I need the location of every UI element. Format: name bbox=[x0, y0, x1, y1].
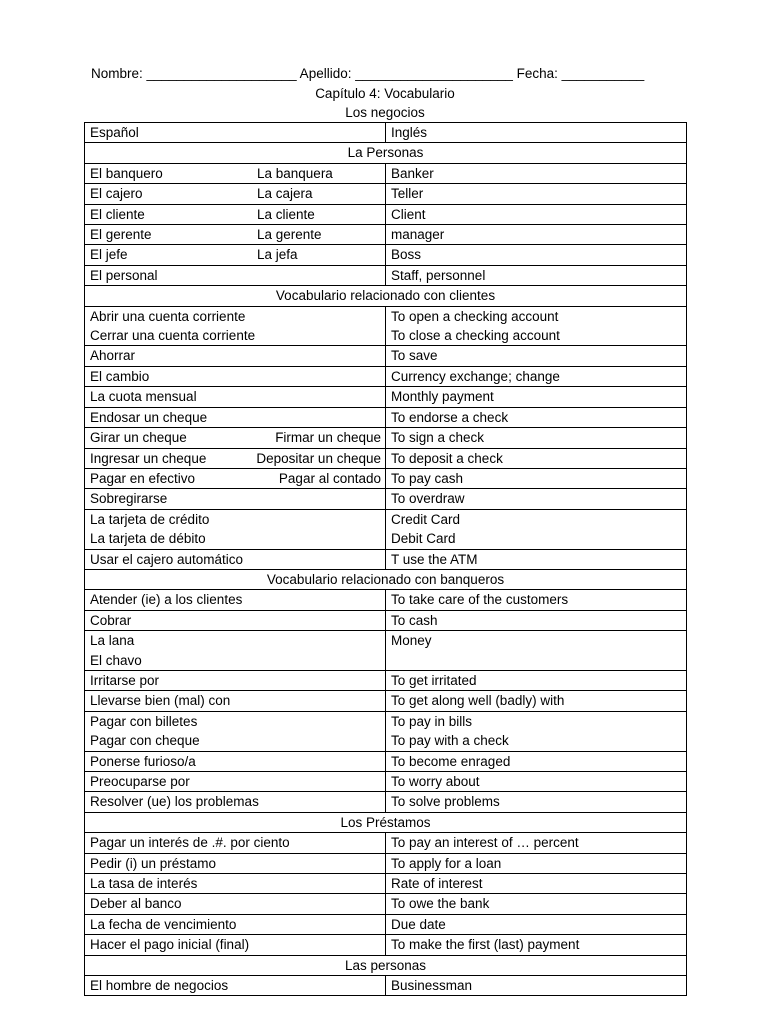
table-row bbox=[85, 387, 687, 407]
english-term: To apply for a loan bbox=[391, 855, 502, 871]
spanish-cell bbox=[85, 225, 386, 245]
spanish-cell bbox=[85, 204, 386, 224]
spanish-cell bbox=[85, 184, 386, 204]
table-row bbox=[85, 306, 687, 346]
spanish-cell bbox=[85, 914, 386, 934]
english-cell bbox=[386, 772, 687, 792]
spanish-term: Pagar con billetes bbox=[90, 713, 198, 729]
english-term: Inglés bbox=[391, 125, 428, 140]
english-term: Client bbox=[391, 206, 426, 222]
spanish-cell bbox=[85, 448, 386, 468]
chapter-title: Capítulo 4: Vocabulario bbox=[315, 86, 455, 101]
spanish-cell bbox=[85, 387, 386, 407]
table-row bbox=[85, 448, 687, 468]
english-cell bbox=[386, 366, 687, 386]
spanish-term: La cuota mensual bbox=[90, 389, 197, 405]
english-term: To endorse a check bbox=[391, 409, 509, 425]
spanish-term: Cobrar bbox=[90, 612, 132, 628]
english-term: To make the first (last) payment bbox=[391, 937, 580, 953]
table-row bbox=[85, 549, 687, 569]
spanish-cell bbox=[85, 751, 386, 771]
spanish-cell bbox=[85, 772, 386, 792]
english-term: T use the ATM bbox=[391, 551, 478, 567]
spanish-term: Pagar un interés de .#. por ciento bbox=[90, 835, 290, 851]
english-term: To owe the bank bbox=[391, 896, 490, 912]
spanish-term: Pagar con cheque bbox=[90, 733, 200, 749]
spanish-cell bbox=[85, 853, 386, 873]
english-cell bbox=[386, 265, 687, 285]
spanish-term: El gerente bbox=[90, 227, 152, 243]
english-cell bbox=[386, 245, 687, 265]
english-cell bbox=[386, 163, 687, 183]
table-header-row bbox=[85, 123, 687, 143]
table-row bbox=[85, 163, 687, 183]
english-cell bbox=[386, 387, 687, 407]
english-cell bbox=[386, 670, 687, 690]
english-cell bbox=[386, 549, 687, 569]
section-title: La Personas bbox=[85, 143, 687, 163]
english-term: To pay in bills bbox=[391, 713, 473, 729]
english-cell bbox=[386, 833, 687, 853]
english-term: Currency exchange; change bbox=[391, 368, 560, 384]
spanish-cell bbox=[85, 549, 386, 569]
spanish-term: Cerrar una cuenta corriente bbox=[90, 328, 256, 344]
english-term: Debit Card bbox=[391, 531, 456, 547]
spanish-term: El cambio bbox=[90, 368, 150, 384]
spanish-term: El banquero bbox=[90, 165, 163, 181]
spanish-cell bbox=[85, 468, 386, 488]
english-term: Rate of interest bbox=[391, 876, 483, 892]
spanish-term: El cajero bbox=[90, 186, 143, 202]
spanish-cell bbox=[85, 935, 386, 955]
spanish-feminine-term: La banquera bbox=[257, 165, 333, 181]
english-term: To pay cash bbox=[391, 470, 464, 486]
english-cell bbox=[386, 853, 687, 873]
spanish-term: Resolver (ue) los problemas bbox=[90, 794, 259, 810]
english-cell bbox=[386, 914, 687, 934]
spanish-term: El cliente bbox=[90, 206, 145, 222]
spanish-term: Sobregirarse bbox=[90, 491, 168, 507]
spanish-cell bbox=[85, 590, 386, 610]
spanish-term: Atender (ie) a los clientes bbox=[90, 592, 243, 608]
section-header-row bbox=[85, 955, 687, 975]
table-row bbox=[85, 346, 687, 366]
english-cell bbox=[386, 123, 687, 143]
english-term: To open a checking account bbox=[391, 308, 559, 324]
english-term: To overdraw bbox=[391, 491, 465, 507]
spanish-term: Irritarse por bbox=[90, 672, 160, 688]
english-cell bbox=[386, 610, 687, 630]
table-row bbox=[85, 691, 687, 711]
spanish-cell bbox=[85, 976, 386, 996]
english-cell bbox=[386, 792, 687, 812]
english-term: Teller bbox=[391, 186, 424, 202]
english-cell bbox=[386, 489, 687, 509]
table-row bbox=[85, 711, 687, 751]
spanish-term: Deber al banco bbox=[90, 896, 182, 912]
english-cell bbox=[386, 935, 687, 955]
spanish-cell bbox=[85, 245, 386, 265]
english-term: Boss bbox=[391, 247, 422, 263]
table-row bbox=[85, 428, 687, 448]
table-row bbox=[85, 590, 687, 610]
table-row bbox=[85, 225, 687, 245]
spanish-term: El jefe bbox=[90, 247, 128, 263]
english-cell bbox=[386, 346, 687, 366]
spanish-cell bbox=[85, 792, 386, 812]
english-term: To get along well (badly) with bbox=[391, 693, 565, 709]
english-cell bbox=[386, 204, 687, 224]
table-row bbox=[85, 792, 687, 812]
english-term: To become enraged bbox=[391, 753, 511, 769]
english-cell bbox=[386, 407, 687, 427]
table-row bbox=[85, 245, 687, 265]
spanish-term: Hacer el pago inicial (final) bbox=[90, 937, 250, 953]
english-term: Money bbox=[391, 633, 432, 649]
table-row bbox=[85, 468, 687, 488]
table-row bbox=[85, 751, 687, 771]
english-cell bbox=[386, 590, 687, 610]
english-term: To solve problems bbox=[391, 794, 500, 810]
spanish-term: La tasa de interés bbox=[90, 876, 198, 892]
spanish-cell bbox=[85, 711, 386, 751]
english-term: Monthly payment bbox=[391, 389, 494, 405]
english-term: To pay an interest of … percent bbox=[391, 835, 579, 851]
spanish-term: El personal bbox=[90, 267, 158, 283]
table-row bbox=[85, 631, 687, 671]
spanish-cell bbox=[85, 631, 386, 671]
spanish-term: La tarjeta de débito bbox=[90, 531, 206, 547]
english-term: To worry about bbox=[391, 774, 480, 789]
section-header-row bbox=[85, 569, 687, 589]
spanish-synonym: Pagar al contado bbox=[278, 470, 381, 486]
spanish-cell bbox=[85, 163, 386, 183]
section-header-row bbox=[85, 286, 687, 306]
spanish-cell bbox=[85, 670, 386, 690]
spanish-term: Preocuparse por bbox=[90, 774, 190, 789]
english-cell bbox=[386, 509, 687, 549]
english-cell bbox=[386, 225, 687, 245]
english-term: To close a checking account bbox=[391, 328, 560, 344]
section-title: Los Préstamos bbox=[85, 812, 687, 832]
table-row bbox=[85, 366, 687, 386]
spanish-term: La lana bbox=[90, 633, 135, 649]
table-row bbox=[85, 670, 687, 690]
english-cell bbox=[386, 894, 687, 914]
spanish-cell bbox=[85, 610, 386, 630]
english-cell bbox=[386, 711, 687, 751]
table-row bbox=[85, 894, 687, 914]
spanish-term: El hombre de negocios bbox=[90, 978, 229, 994]
english-term: Credit Card bbox=[391, 511, 461, 527]
spanish-cell bbox=[85, 874, 386, 894]
table-row bbox=[85, 407, 687, 427]
spanish-feminine-term: La gerente bbox=[257, 227, 322, 243]
spanish-cell bbox=[85, 894, 386, 914]
table-row bbox=[85, 265, 687, 285]
english-cell bbox=[386, 428, 687, 448]
section-title: Las personas bbox=[85, 955, 687, 975]
english-cell bbox=[386, 631, 687, 671]
spanish-cell bbox=[85, 265, 386, 285]
english-term: To save bbox=[391, 348, 438, 364]
table-row bbox=[85, 976, 687, 996]
english-term: To get irritated bbox=[391, 672, 477, 688]
english-term: To cash bbox=[391, 612, 438, 628]
table-row bbox=[85, 833, 687, 853]
spanish-feminine-term: La cajera bbox=[257, 186, 313, 202]
spanish-cell bbox=[85, 428, 386, 448]
spanish-synonym: Depositar un cheque bbox=[256, 450, 381, 466]
subtitle: Los negocios bbox=[345, 105, 425, 120]
table-row bbox=[85, 874, 687, 894]
spanish-cell bbox=[85, 407, 386, 427]
english-cell bbox=[386, 184, 687, 204]
english-term: manager bbox=[391, 227, 445, 243]
spanish-term: Endosar un cheque bbox=[90, 409, 208, 425]
english-cell bbox=[386, 976, 687, 996]
section-title: Vocabulario relacionado con clientes bbox=[85, 286, 687, 306]
spanish-synonym: Firmar un cheque bbox=[275, 430, 381, 446]
spanish-term: Ponerse furioso/a bbox=[90, 753, 196, 769]
spanish-cell bbox=[85, 306, 386, 346]
section-header-row bbox=[85, 812, 687, 832]
table-row bbox=[85, 489, 687, 509]
section-header-row bbox=[85, 143, 687, 163]
spanish-feminine-term: La jefa bbox=[257, 247, 298, 263]
english-term: To pay with a check bbox=[391, 733, 509, 749]
spanish-term: La fecha de vencimiento bbox=[90, 916, 237, 932]
spanish-cell bbox=[85, 123, 386, 143]
table-row bbox=[85, 509, 687, 549]
table-row bbox=[85, 914, 687, 934]
spanish-cell bbox=[85, 489, 386, 509]
table-row bbox=[85, 935, 687, 955]
spanish-term: Ahorrar bbox=[90, 348, 136, 364]
spanish-term: Usar el cajero automático bbox=[90, 551, 244, 567]
english-cell bbox=[386, 691, 687, 711]
spanish-term: La tarjeta de crédito bbox=[90, 511, 210, 527]
spanish-term: Abrir una cuenta corriente bbox=[90, 308, 246, 324]
spanish-term: Girar un cheque bbox=[90, 430, 187, 446]
vocabulary-table bbox=[84, 122, 687, 996]
spanish-term: Español bbox=[90, 125, 139, 140]
table-row bbox=[85, 184, 687, 204]
table-row bbox=[85, 610, 687, 630]
spanish-term: El chavo bbox=[90, 652, 142, 668]
spanish-cell bbox=[85, 346, 386, 366]
spanish-term: Pedir (i) un préstamo bbox=[90, 855, 217, 871]
english-term: Businessman bbox=[391, 978, 473, 994]
english-term: Banker bbox=[391, 165, 434, 181]
spanish-term: Llevarse bien (mal) con bbox=[90, 693, 231, 709]
english-cell bbox=[386, 468, 687, 488]
table-row bbox=[85, 853, 687, 873]
spanish-cell bbox=[85, 509, 386, 549]
english-term: To take care of the customers bbox=[391, 592, 569, 608]
name-date-line: Nombre: ____________________ Apellido: _____________________ Fecha: ___________ bbox=[91, 66, 645, 81]
english-cell bbox=[386, 874, 687, 894]
section-title: Vocabulario relacionado con banqueros bbox=[85, 569, 687, 589]
english-term: Staff, personnel bbox=[391, 267, 486, 283]
english-term: To sign a check bbox=[391, 430, 485, 446]
spanish-cell bbox=[85, 833, 386, 853]
spanish-cell bbox=[85, 366, 386, 386]
english-term: Due date bbox=[391, 916, 446, 932]
english-cell bbox=[386, 751, 687, 771]
spanish-cell bbox=[85, 691, 386, 711]
english-term: To deposit a check bbox=[391, 450, 503, 466]
table-row bbox=[85, 204, 687, 224]
spanish-feminine-term: La cliente bbox=[257, 206, 315, 222]
spanish-term: Ingresar un cheque bbox=[90, 450, 207, 466]
spanish-term: Pagar en efectivo bbox=[90, 470, 196, 486]
table-row bbox=[85, 772, 687, 792]
english-cell bbox=[386, 448, 687, 468]
english-cell bbox=[386, 306, 687, 346]
